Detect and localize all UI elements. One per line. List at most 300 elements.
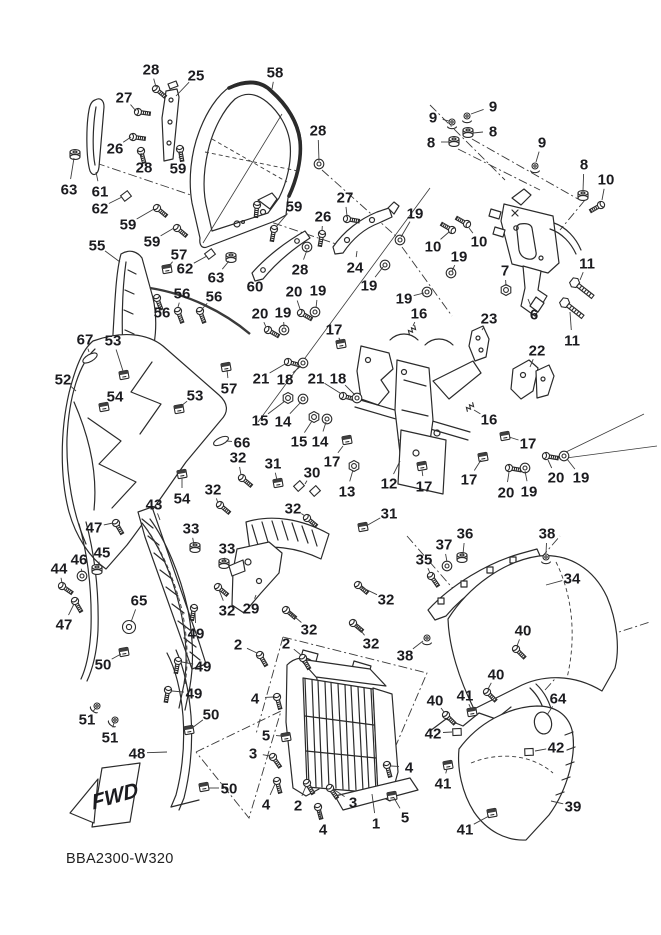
leader-line-49	[195, 612, 196, 623]
bolt-icon-shape	[579, 286, 591, 297]
leader-line-9	[536, 152, 539, 162]
callout-56: 56	[205, 288, 223, 306]
screw-icon	[152, 203, 169, 219]
coil-icon	[465, 402, 475, 411]
grommet-icon	[226, 253, 236, 263]
grommet-icon-shape	[70, 155, 80, 160]
coil-icon-shape	[465, 402, 475, 411]
rivet-icon	[542, 554, 551, 564]
callout-50: 50	[220, 780, 238, 798]
callout-24: 24	[346, 259, 364, 277]
screw-icon	[173, 306, 185, 323]
leader-line-63	[222, 261, 229, 269]
pad-icon	[204, 248, 216, 260]
screw-icon	[268, 225, 278, 242]
callout-50: 50	[202, 706, 220, 724]
callout-41: 41	[456, 687, 474, 705]
washer-icon-shape	[445, 564, 449, 568]
callout-19: 19	[572, 469, 590, 487]
callout-1: 1	[371, 815, 381, 833]
rivet-icon-shape	[449, 119, 455, 125]
callout-62: 62	[176, 260, 194, 278]
clip-icon	[342, 435, 352, 444]
clip-icon	[358, 522, 368, 531]
callout-54: 54	[173, 490, 191, 508]
stay-25-shape	[168, 81, 178, 89]
callout-35: 35	[415, 551, 433, 569]
callout-4: 4	[318, 821, 328, 839]
callout-11: 11	[564, 332, 580, 350]
callout-36: 36	[456, 525, 474, 543]
screw-icon	[195, 306, 207, 323]
rivet-icon-shape	[543, 554, 549, 560]
grommet-icon	[92, 565, 102, 575]
clip-icon-shape	[284, 738, 288, 739]
clip-icon-shape	[420, 467, 424, 468]
leader-line-43	[158, 513, 161, 520]
washer-icon-shape	[80, 574, 84, 578]
grommet-icon-shape	[578, 196, 588, 201]
callout-21: 21	[252, 370, 270, 388]
washer-icon-shape	[313, 310, 317, 314]
callout-17: 17	[460, 471, 478, 489]
callout-32: 32	[362, 635, 380, 653]
rivet-icon-shape	[93, 702, 101, 710]
callout-3: 3	[348, 794, 358, 812]
bracket-23	[469, 326, 489, 361]
callout-57: 57	[220, 380, 238, 398]
washer-icon-shape	[425, 290, 429, 294]
washer-icon	[310, 307, 320, 317]
leader-line-48	[147, 752, 167, 753]
washer-icon	[446, 268, 456, 278]
callout-27: 27	[336, 189, 354, 207]
callout-25: 25	[187, 67, 205, 85]
callout-41: 41	[434, 775, 452, 793]
leader-line-15	[304, 421, 312, 433]
washer-icon-shape	[301, 361, 305, 365]
rivet-icon	[463, 113, 472, 123]
callout-32: 32	[218, 602, 236, 620]
washer-icon-shape	[301, 397, 305, 401]
callout-59: 59	[119, 216, 137, 234]
washer-icon-shape	[562, 454, 566, 458]
callout-20: 20	[285, 283, 303, 301]
grommet-icon-shape	[457, 558, 467, 563]
callout-66: 66	[233, 434, 251, 452]
callout-59: 59	[169, 160, 187, 178]
grommet-icon	[190, 543, 200, 553]
nut-icon	[349, 461, 359, 472]
leader-line-62	[194, 256, 207, 263]
callout-51: 51	[101, 729, 119, 747]
callout-13: 13	[338, 483, 356, 501]
strip-48-shape	[167, 653, 184, 807]
meter-stay-6-shape	[512, 189, 531, 205]
screw-icon	[162, 686, 172, 703]
leader-line-19	[316, 300, 317, 308]
washer-icon-shape	[317, 162, 321, 166]
leader-line-8	[473, 132, 483, 133]
callout-15: 15	[290, 433, 308, 451]
clip-icon	[443, 760, 453, 769]
callout-19: 19	[520, 483, 538, 501]
callout-43: 43	[145, 496, 163, 514]
grommet-icon	[463, 128, 473, 138]
callout-8: 8	[579, 156, 589, 174]
leader-line-65	[131, 609, 136, 622]
callout-4: 4	[404, 759, 414, 777]
callout-27: 27	[115, 89, 133, 107]
ring-icon-shape	[123, 621, 136, 634]
screw-icon	[172, 657, 182, 674]
screw-icon	[268, 752, 283, 769]
screw-icon	[273, 693, 284, 710]
rivet-icon	[531, 163, 540, 173]
ring-icon	[123, 621, 136, 634]
callout-23: 23	[480, 310, 498, 328]
callout-26: 26	[314, 208, 332, 226]
clip-icon	[273, 478, 283, 487]
callout-28: 28	[291, 261, 309, 279]
clip-icon	[500, 431, 510, 440]
nut-icon-shape	[286, 396, 291, 401]
screw-icon	[426, 571, 441, 588]
grommet-icon-shape	[92, 565, 102, 570]
callout-38: 38	[538, 525, 556, 543]
leader-line-2	[247, 648, 257, 653]
callout-49: 49	[185, 685, 203, 703]
screw-icon	[129, 133, 146, 142]
callout-5: 5	[261, 727, 271, 745]
clip-icon	[184, 725, 194, 734]
bracket-24-shape	[333, 208, 392, 254]
clip-icon	[387, 791, 397, 800]
leader-line-15	[268, 401, 285, 414]
callout-3: 3	[248, 745, 258, 763]
callout-52: 52	[54, 371, 72, 389]
callout-50: 50	[94, 656, 112, 674]
leader-line-13	[350, 470, 353, 481]
leader-line-19	[375, 267, 383, 277]
grommet-icon-shape	[449, 142, 459, 147]
fwd-arrow	[70, 763, 140, 827]
clip-icon-shape	[102, 408, 106, 409]
callout-15: 15	[251, 412, 269, 430]
leader-line-19	[567, 459, 575, 469]
grommet-icon-shape	[219, 564, 229, 569]
callout-51: 51	[78, 711, 96, 729]
grommet-icon-shape	[463, 128, 473, 133]
leader-line-3	[263, 755, 270, 756]
clip-icon	[174, 404, 184, 413]
clip-icon-shape	[276, 484, 280, 485]
clip-icon-shape	[390, 797, 394, 798]
screw-icon	[237, 473, 254, 489]
grommet-icon-shape	[190, 548, 200, 553]
callout-20: 20	[251, 305, 269, 323]
callout-58: 58	[266, 64, 284, 82]
callout-49: 49	[194, 658, 212, 676]
clip-icon	[162, 264, 172, 273]
clip-icon-shape	[187, 731, 191, 732]
leader-line-38	[546, 543, 547, 553]
callout-2: 2	[281, 635, 291, 653]
leader-line-28	[318, 140, 319, 161]
callout-40: 40	[426, 692, 444, 710]
callout-29: 29	[242, 600, 260, 618]
callout-17: 17	[325, 321, 343, 339]
nut-icon	[309, 412, 319, 423]
callout-32: 32	[204, 481, 222, 499]
leader-line-20	[508, 472, 510, 482]
callout-33: 33	[182, 520, 200, 538]
callout-20: 20	[497, 484, 515, 502]
callout-10: 10	[424, 238, 442, 256]
leader-line-2	[294, 649, 301, 655]
washer-icon	[395, 235, 405, 245]
callout-5: 5	[400, 809, 410, 827]
callout-48: 48	[128, 745, 146, 763]
leader-line-8	[583, 174, 584, 191]
leader-line-9	[471, 109, 484, 114]
clip-icon	[221, 362, 231, 371]
nut-icon-shape	[312, 415, 317, 420]
rivet-icon-shape	[531, 171, 540, 173]
callout-28: 28	[135, 159, 153, 177]
grommet-icon	[449, 137, 459, 147]
callout-67: 67	[76, 331, 94, 349]
leader-line-11	[580, 272, 583, 280]
leader-line-59	[137, 209, 154, 219]
callout-26: 26	[106, 140, 124, 158]
clip-icon-shape	[503, 437, 507, 438]
screw-icon	[454, 215, 471, 229]
nut-icon-shape	[504, 288, 509, 293]
washer-icon	[442, 561, 452, 571]
clip-icon-shape	[122, 376, 126, 377]
callout-12: 12	[380, 475, 398, 493]
screw-icon	[57, 581, 74, 596]
part-code-label: BBA2300-W320	[66, 851, 174, 867]
bracket-22-shape	[536, 365, 554, 398]
washer-icon-shape	[282, 328, 286, 332]
washer-icon	[322, 414, 332, 424]
screw-icon	[172, 223, 189, 239]
callout-44: 44	[50, 560, 68, 578]
callout-56: 56	[153, 304, 171, 322]
construction-lines-shape	[566, 414, 657, 458]
callout-20: 20	[547, 469, 565, 487]
callout-32: 32	[377, 591, 395, 609]
callout-7: 7	[500, 262, 510, 280]
leader-line-42	[443, 732, 452, 733]
callout-8: 8	[488, 123, 498, 141]
grommet-icon	[457, 553, 467, 563]
callout-32: 32	[284, 500, 302, 518]
leader-line-63	[71, 158, 74, 179]
callout-63: 63	[207, 269, 225, 287]
leader-line-18	[293, 366, 301, 373]
callout-31: 31	[264, 455, 282, 473]
leader-line-4	[270, 784, 275, 795]
bracket-23-shape	[469, 326, 489, 361]
grommet-icon-shape	[463, 133, 473, 138]
construction-lines-shape	[458, 149, 540, 190]
leader-line-32	[289, 612, 301, 623]
washer-icon-shape	[305, 245, 309, 249]
callout-37: 37	[435, 536, 453, 554]
callout-4: 4	[261, 796, 271, 814]
grommet-icon-shape	[226, 253, 236, 258]
callout-2: 2	[233, 636, 243, 654]
callout-22: 22	[528, 342, 546, 360]
callout-64: 64	[549, 690, 567, 708]
washer-icon-shape	[383, 263, 387, 267]
washer-icon	[352, 393, 362, 403]
clip-icon-shape	[224, 368, 228, 369]
leader-line-16	[474, 410, 480, 414]
bolt-icon	[568, 276, 596, 301]
leader-line-11	[570, 312, 571, 330]
callout-21: 21	[307, 370, 325, 388]
callout-19: 19	[274, 304, 292, 322]
screw-icon	[255, 650, 269, 667]
callout-30: 30	[303, 464, 321, 482]
callout-32: 32	[229, 449, 247, 467]
screw-icon	[441, 710, 457, 726]
nut-icon	[283, 393, 293, 404]
washer-icon	[298, 358, 308, 368]
grommet-icon	[578, 191, 588, 201]
callout-59: 59	[285, 198, 303, 216]
rivet-icon-shape	[464, 113, 470, 119]
bracket-22-shape	[511, 360, 538, 399]
meter-stay-6	[489, 189, 581, 316]
callout-59: 59	[143, 233, 161, 251]
leader-line-50	[112, 654, 121, 659]
coil-icon	[407, 325, 417, 334]
callout-60: 60	[246, 278, 264, 296]
leader-line-17	[474, 460, 481, 471]
clip-icon	[199, 782, 209, 791]
screw-icon	[353, 580, 370, 596]
nut-icon-shape	[352, 464, 357, 469]
washer-icon-shape	[325, 417, 329, 421]
grommet-icon-shape	[449, 137, 459, 142]
callout-10: 10	[470, 233, 488, 251]
clip-icon-shape	[122, 653, 126, 654]
callout-19: 19	[406, 205, 424, 223]
pad-icon	[293, 480, 306, 492]
leader-line-20	[264, 322, 266, 327]
grommet-icon	[70, 150, 80, 160]
screw-icon	[542, 452, 559, 462]
leader-line-17	[338, 446, 343, 453]
washer-icon	[298, 394, 308, 404]
callout-9: 9	[537, 134, 547, 152]
callout-28: 28	[142, 61, 160, 79]
callout-11: 11	[579, 255, 595, 273]
callout-40: 40	[487, 666, 505, 684]
pad-icon-shape	[293, 480, 306, 492]
clip-icon-shape	[361, 528, 365, 529]
clip-icon	[281, 732, 291, 741]
rivet-icon-shape	[542, 562, 551, 564]
callout-31: 31	[380, 505, 398, 523]
callout-32: 32	[300, 621, 318, 639]
clip-icon	[336, 339, 346, 348]
washer-icon-shape	[398, 238, 402, 242]
leader-line-32	[240, 467, 241, 475]
grommet-icon-shape	[457, 553, 467, 558]
fwd-label: FWD	[90, 778, 140, 815]
rivet-icon-shape	[111, 716, 119, 724]
trim-61	[87, 99, 104, 175]
leader-line-27	[346, 207, 347, 216]
clip-icon-shape	[345, 441, 349, 442]
bolt-icon-shape	[569, 306, 581, 317]
leader-line-10	[441, 232, 450, 239]
nut-icon	[501, 285, 511, 296]
grommet-icon-shape	[578, 191, 588, 196]
callout-39: 39	[564, 798, 582, 816]
callout-18: 18	[276, 371, 294, 389]
callout-8: 8	[426, 134, 436, 152]
rivet-icon	[423, 635, 432, 645]
leader-line-18	[345, 385, 355, 395]
callout-19: 19	[360, 277, 378, 295]
grommet-icon-shape	[70, 150, 80, 155]
leader-line-20	[297, 301, 300, 310]
rivet-icon-shape	[463, 121, 472, 123]
windshield-58	[190, 81, 301, 247]
callout-16: 16	[480, 411, 498, 429]
callout-42: 42	[547, 739, 565, 757]
clip-icon-shape	[446, 766, 450, 767]
leader-line-10	[469, 228, 473, 233]
callout-17: 17	[519, 435, 537, 453]
pad-icon-shape	[204, 248, 216, 260]
leader-line-47	[69, 604, 75, 615]
callout-65: 65	[130, 592, 148, 610]
leader-line-50	[192, 720, 203, 728]
clip-icon	[177, 469, 187, 478]
callout-14: 14	[311, 433, 329, 451]
callout-9: 9	[488, 98, 498, 116]
callout-17: 17	[415, 478, 433, 496]
callout-53: 53	[104, 332, 122, 350]
callout-34: 34	[563, 570, 581, 588]
rivet-icon-shape	[424, 635, 430, 641]
leader-line-38	[413, 641, 423, 649]
washer-icon-shape	[449, 271, 453, 275]
leader-line-24	[356, 251, 357, 257]
clip-icon-shape	[202, 788, 206, 789]
leader-line-59	[161, 228, 174, 236]
callout-62: 62	[91, 200, 109, 218]
callout-17: 17	[323, 453, 341, 471]
pad-icon	[120, 190, 132, 202]
pad-icon	[309, 485, 322, 497]
callout-56: 56	[173, 285, 191, 303]
callout-19: 19	[450, 248, 468, 266]
leader-line-10	[602, 189, 604, 200]
leader-line-19	[401, 222, 410, 237]
clip-icon-shape	[470, 713, 474, 714]
callout-42: 42	[424, 725, 442, 743]
leader-line-62	[109, 197, 122, 204]
